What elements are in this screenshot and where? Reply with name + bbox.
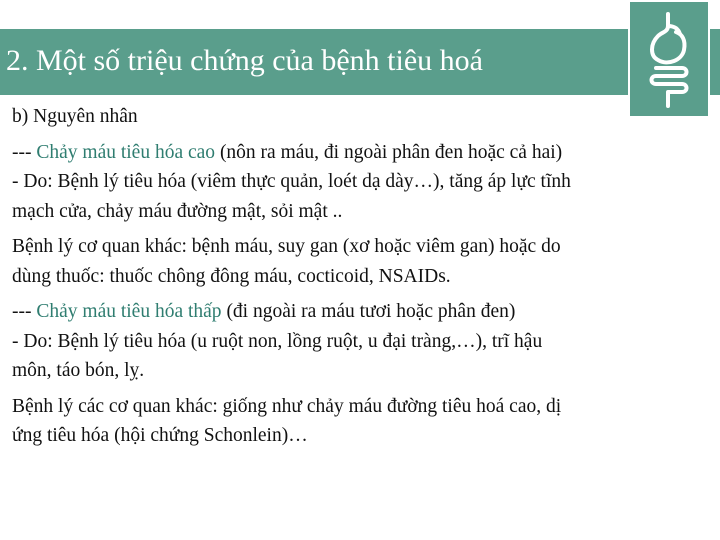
- slide-title: 2. Một số triệu chứng của bệnh tiêu hoá: [6, 44, 483, 77]
- section1-line: mạch cửa, chảy máu đường mật, sỏi mật ..: [12, 200, 343, 222]
- section2-line: ứng tiêu hóa (hội chứng Schonlein)…: [12, 425, 308, 446]
- section1-heading-rest: (nôn ra máu, đi ngoài phân đen hoặc cả hai): [215, 141, 563, 163]
- logo-box: [628, 0, 710, 118]
- stomach-intestine-icon: [638, 10, 700, 110]
- section1-heading: [12, 138, 712, 168]
- section2-prefix: ---: [12, 301, 37, 322]
- section2-line: môn, táo bón, lỵ.: [12, 360, 145, 381]
- subheading: b) Nguyên nhân: [12, 106, 138, 127]
- section2-line: Bệnh lý các cơ quan khác: giống như chảy máu đường tiêu hoá cao, dị: [12, 395, 562, 417]
- section1-prefix: ---: [12, 141, 37, 163]
- slide-body: [12, 102, 712, 451]
- section1-line: Bệnh lý cơ quan khác: bệnh máu, suy gan (xơ hoặc viêm gan) hoặc do: [12, 236, 561, 257]
- section2-line: - Do: Bệnh lý tiêu hóa (u ruột non, lồng ruột, u đại tràng,…), trĩ hậu: [12, 330, 543, 352]
- section2-highlight: Chảy máu tiêu hóa thấp: [36, 301, 222, 322]
- section1-highlight: Chảy máu tiêu hóa cao: [36, 141, 216, 163]
- section1-line: - Do: Bệnh lý tiêu hóa (viêm thực quản, loét dạ dày…), tăng áp lực tĩnh: [12, 171, 571, 192]
- section2-heading-rest: (đi ngoài ra máu tươi hoặc phân đen): [221, 301, 516, 322]
- section1-line: dùng thuốc: thuốc chông đông máu, cocticoid, NSAIDs.: [12, 265, 451, 287]
- section2-heading: [12, 297, 712, 327]
